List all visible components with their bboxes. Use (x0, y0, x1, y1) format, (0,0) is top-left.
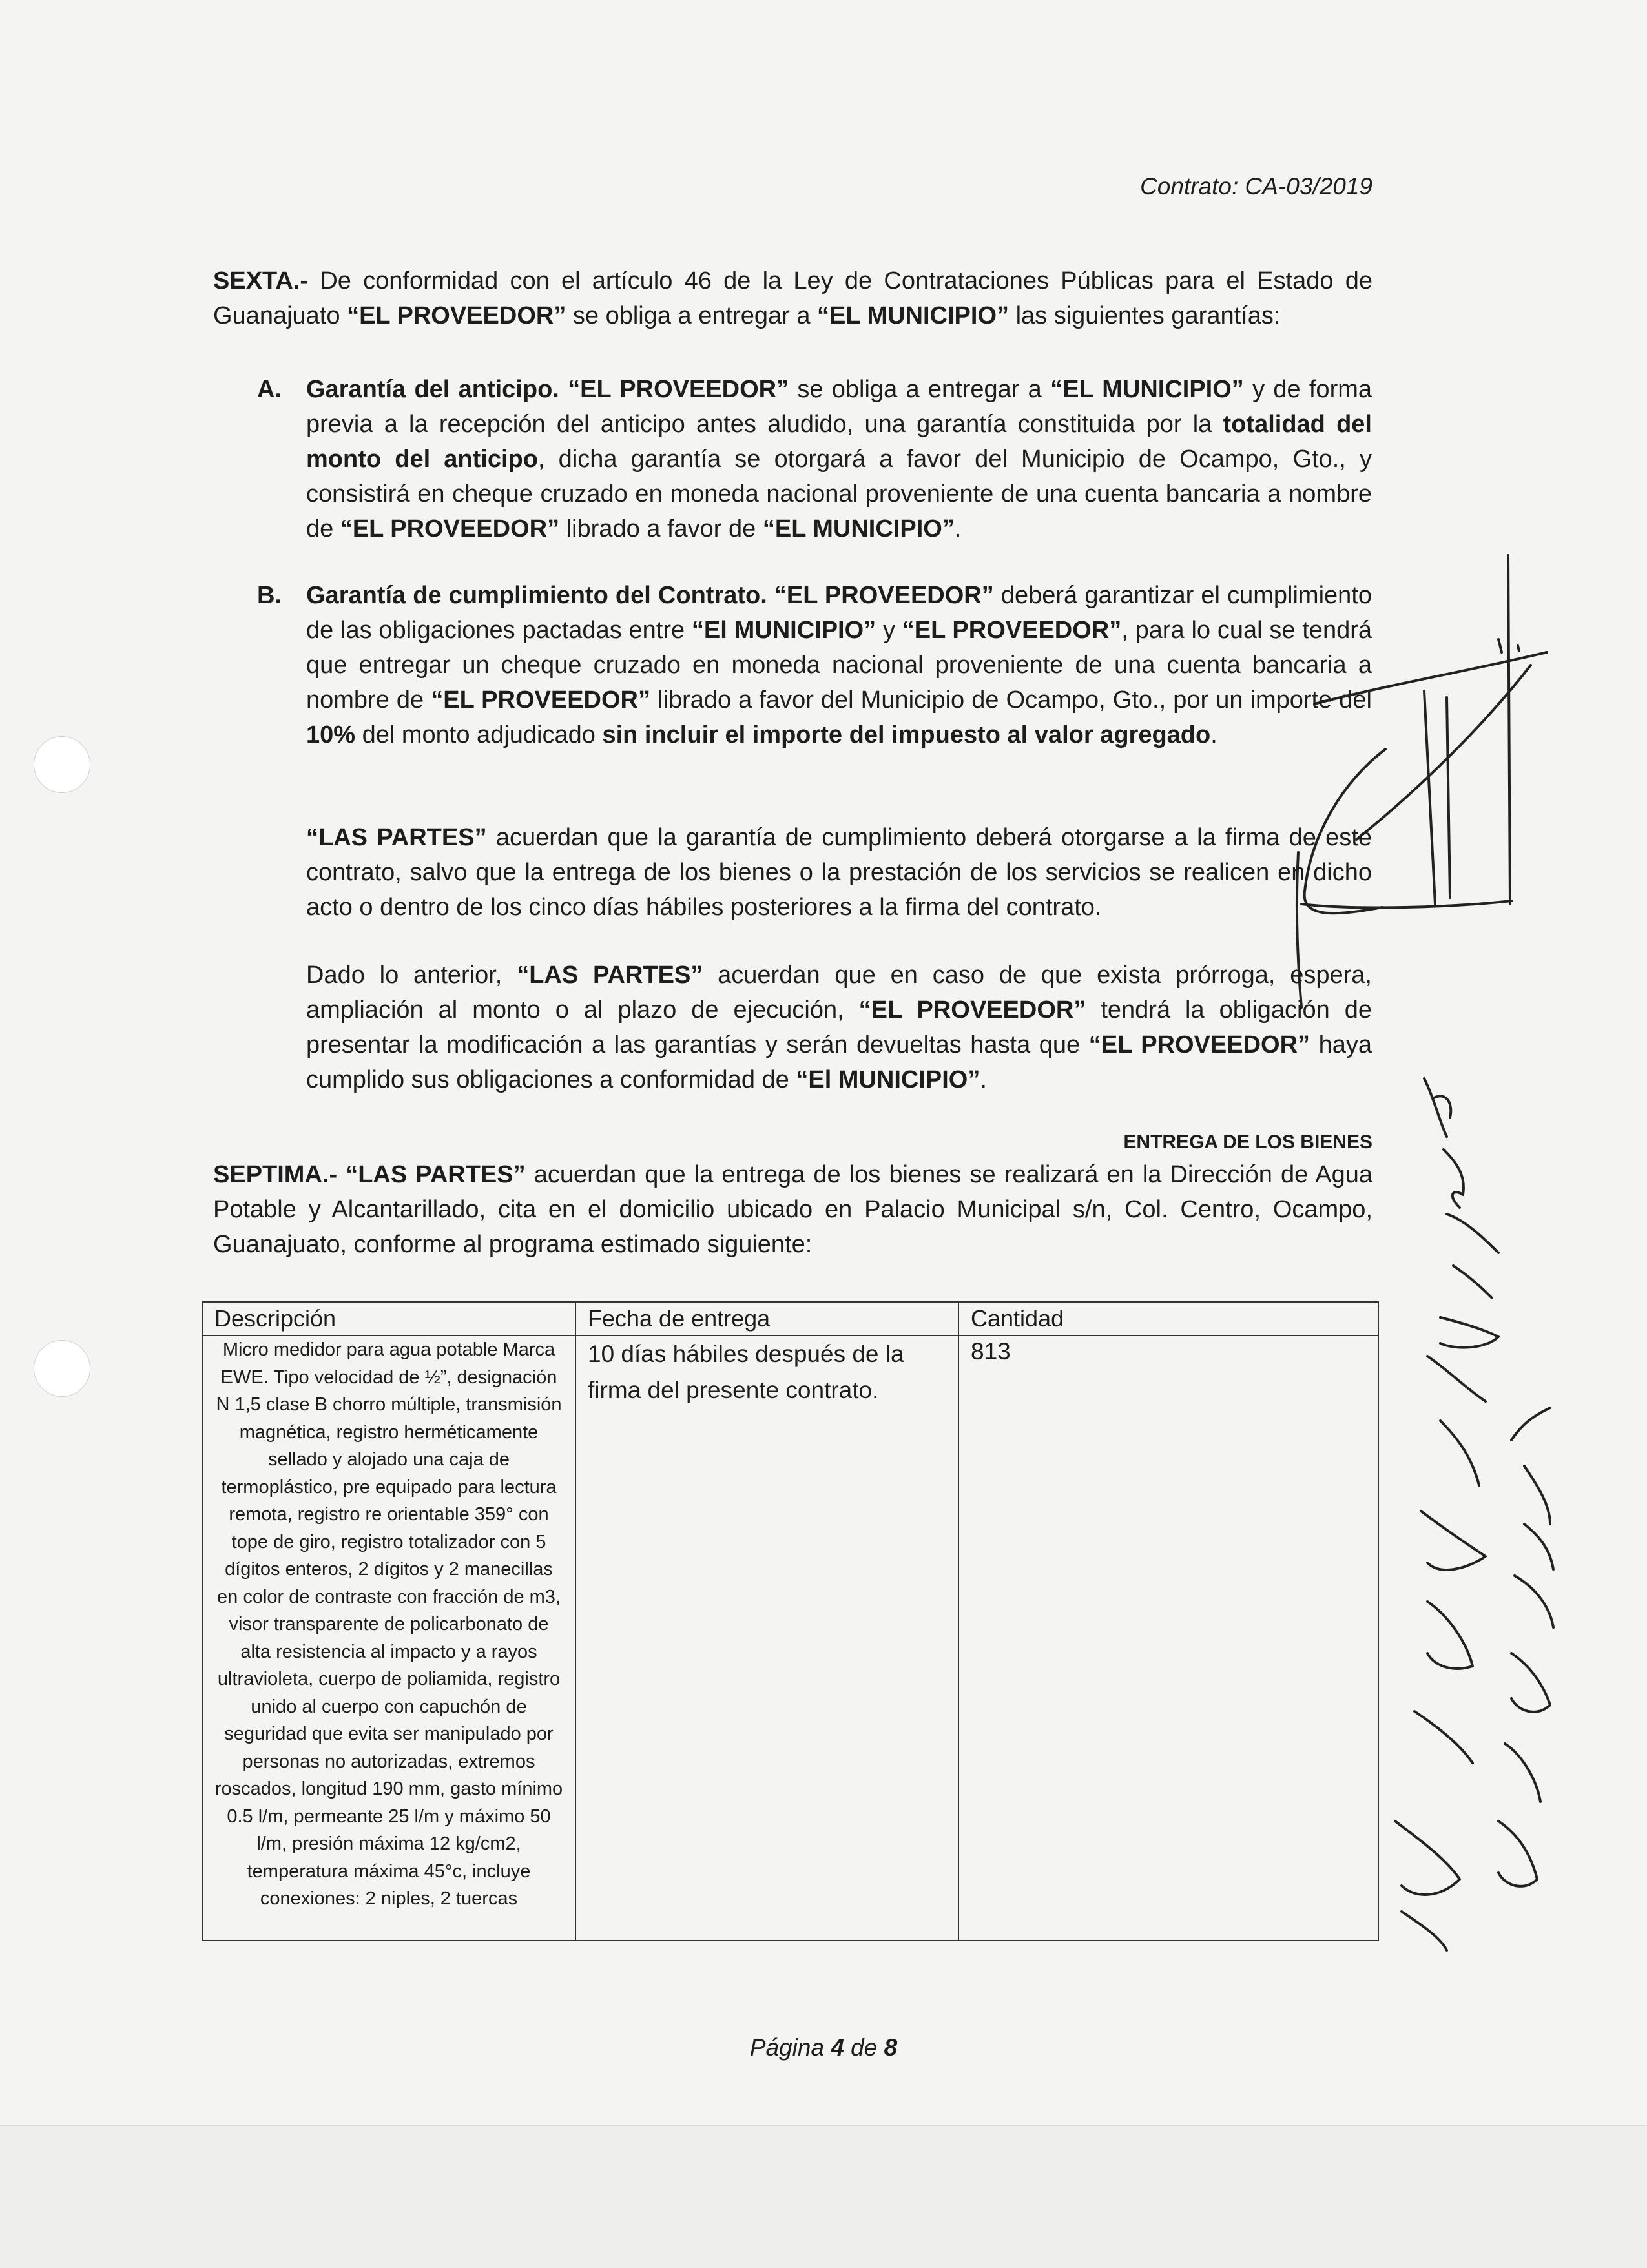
table-header-row (202, 1302, 1378, 1335)
paragraph-partes-garantia: “LAS PARTES” acuerdan que la garantía de cumplimiento deberá otorgarse a la firma de este contrato, salvo que la entrega de los bienes o la prestación de los servicios se realicen en dicho acto o dentro de los cinco días hábiles posteriores a la firma del contrato. (306, 824, 1372, 921)
cell-delivery-date: 10 días hábiles después de la firma del presente contrato. (575, 1335, 958, 1941)
scan-bottom-margin (0, 2125, 1647, 2268)
punch-hole (34, 736, 90, 793)
signature-vertical-1 (1395, 1078, 1498, 1950)
punch-hole (34, 1340, 90, 1397)
clause-sexta: SEXTA.- De conformidad con el artículo 46 de la Ley de Contrataciones Públicas para el Estado de Guanajuato “EL PROVEEDOR” se obliga a entregar a “EL MUNICIPIO” las siguientes garantías: (213, 267, 1372, 329)
cell-description: Micro medidor para agua potable Marca EWE. Tipo velocidad de ½”, designación N 1,5 clase B chorro múltiple, transmisión magnética, registro herméticamente sellado y alojado una caja de termoplástico, pre equipado para lectura remota, registro re orientable 359° con tope de giro, registro totalizador con 5 dígitos enteros, 2 dígitos y 2 manecillas en color de contraste con fracción de m3, visor transparente de policarbonato de alta resistencia al impacto y a rayos ultravioleta, cuerpo de poliamida, registro unido al cuerpo con capuchón de seguridad que evita ser manipulado por personas no autorizadas, extremos roscados, longitud 190 mm, gasto mínimo 0.5 l/m, permeante 25 l/m y máximo 50 l/m, presión máxima 12 kg/cm2, temperatura máxima 45°c, incluye conexiones: 2 niples, 2 tuercas (202, 1335, 575, 1941)
column-header-fecha: Fecha de entrega (575, 1302, 958, 1335)
item-b-cumplimiento: Garantía de cumplimiento del Contrato. “EL PROVEEDOR” deberá garantizar el cumplimiento de las obligaciones pactadas entre “El MUNICIPIO” y “EL PROVEEDOR”, para lo cual se tendrá que entregar un cheque cruzado en moneda nacional proveniente de una cuenta bancaria a nombre de “EL PROVEEDOR” librado a favor del Municipio de Ocampo, Gto., por un importe del 10% del monto adjudicado sin incluir el importe del impuesto al valor agregado. (306, 582, 1372, 748)
paragraph-prorroga: Dado lo anterior, “LAS PARTES” acuerdan que en caso de que exista prórroga, espera, ampliación al monto o al plazo de ejecución, “EL PROVEEDOR” tendrá la obligación de presentar la modificación a las garantías y serán devueltas hasta que “EL PROVEEDOR” haya cumplido sus obligaciones a conformidad de “El MUNICIPIO”. (306, 962, 1372, 1093)
table-row (202, 1335, 1378, 1941)
column-header-cantidad: Cantidad (958, 1302, 1378, 1335)
item-a-anticipo: Garantía del anticipo. “EL PROVEEDOR” se obliga a entregar a “EL MUNICIPIO” y de forma previa a la recepción del anticipo antes aludido, una garantía constituida por la totalidad del monto del anticipo, dicha garantía se otorgará a favor del Municipio de Ocampo, Gto., y consistirá en cheque cruzado en moneda nacional proveniente de una cuenta bancaria a nombre de “EL PROVEEDOR” librado a favor de “EL MUNICIPIO”. (306, 376, 1372, 542)
item-letter-b: B. (257, 582, 282, 609)
section-heading: ENTREGA DE LOS BIENES (1123, 1131, 1372, 1153)
clause-septima: SEPTIMA.- “LAS PARTES” acuerdan que la entrega de los bienes se realizará en la Dirección de Agua Potable y Alcantarillado, cita en el domicilio ubicado en Palacio Municipal s/n, Col. Centro, Ocampo, Guanajuato, conforme al programa estimado siguiente: (213, 1161, 1372, 1258)
delivery-schedule-table (202, 1301, 1379, 1941)
item-letter-a: A. (257, 376, 282, 403)
cell-quantity: 813 (958, 1335, 1378, 1941)
column-header-descripcion: Descripción (202, 1302, 575, 1335)
signature-vertical-2 (1498, 1408, 1553, 1886)
contract-number: Contrato: CA-03/2019 (1140, 173, 1372, 200)
page-number: Página 4 de 8 (749, 2034, 898, 2061)
